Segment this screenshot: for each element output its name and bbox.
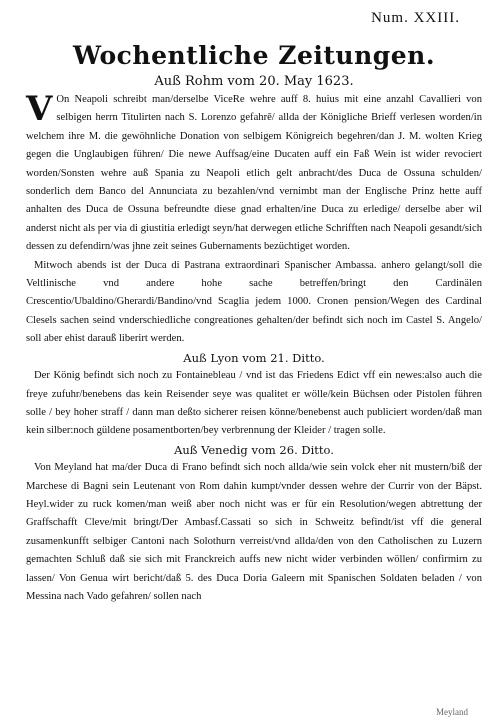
article-body [26,91,482,606]
paragraph-rome-1 [26,91,482,257]
issue-number: Num. XXIII. [371,10,460,26]
dateline-venice: Auß Venedig vom 26. Ditto. [174,442,334,457]
paragraph-text: On Neapoli schreibt man/derselbe ViceRe wehre auff 8. huius mit eine anzahl Cavallieri von selbigen herrn Titulirten nach S. Lorenzo gefahrē/ allda der Königliche Brieff verlesen worden/in welchem ihre M. die gewöhnliche Donation von selbigem Königreich begehren/dan J. M. wolten Krieg gegen die Unglaubigen führen/ Die newe Auffsag/eine Ducaten auff ein Faß Wein ist wider revociert worden/Sonsten wehre auß Spania zu Neapoli etlich gelt anbracht/des Duca de Ossuna schulden/ sonderlich dem Banco del Annunciata zu bezahlen/vnd vernimbt man der Englische Prinz hette auff anhalten des Duca de Ossuna befreundte diese gnad erhalten/ine Duca zu erledige/ derselbe aber wil anderst nicht als per via di giustitia erledigt seyn/hat derwegen etliche Schrifften nach Neapoli gesandt/sich dessen zu defendirn/was jhne zeit seines Gubernaments bezüchtiget worden. [26,94,482,253]
dateline-lyon: Auß Lyon vom 21. Ditto. [183,350,325,365]
dateline-rome: Auß Rohm vom 20. May 1623. [154,74,354,89]
page-title: Wochentliche Zeitungen. [72,41,436,70]
paragraph-lyon: Der König befindt sich noch zu Fontainebleau / vnd ist das Friedens Edict vff ein newes:also auch die freye zufuhr/benebens das kein Reisender seye was qualitet er wölle/kein Büchsen oder Pistolen führen solle / bey hoher straff / dann man deßto sicherer reisen könne/benebenst auch publiciert worden/daß man kein silber:noch güldene posamentborten/bey verbrennung der Kleider / tragen solle. [26,370,482,437]
catchword: Meyland [436,707,468,717]
paragraph-venice: Von Meyland hat ma/der Duca di Frano befindt sich noch allda/wie sein volck eher nit mustern/biß der Marchese di Bagni sein Leutenant von Rom dahin kumpt/vnder dessen wehre der Currir von der Bäpst. Heyl.wider zu ruck komen/man weiß aber noch nicht was er für ein Resolution/wegen abtrettung der Graffschafft Cleve/mit bringt/Der Ambasf.Cassati so sich in Schweitz befindt/ist vff die general zusamenkunfft selbiger Cantoni nach Solothurn verreist/vnd allda/den von den Catholischen zu Luzern gemachten Schluß daß sie sich mit Franckreich auffs new nicht wider verbinden wöllen/ confirmirn zu lassen/ Von Genua wirt bericht/daß 5. des Duca Doria Galeern mit Spanischen Soldaten beladen / von Messina nach Vado gefahren/ sollen nach [26,462,482,602]
paragraph-rome-2: Mitwoch abends ist der Duca di Pastrana extraordinari Spanischer Ambassa. anhero gelangt/soll die Veltlinische vnd andere hohe sache betreffen/bringt den Cardinälen Crescentio/Ubaldino/Gherardi/Bandino/vnd Scaglia jedem 1000. Cronen pension/Wegen des Cardinal Clesels sachen seind vnderschiedliche congreationes gehalten/der befindt sich noch im Castel S. Angelo/ soll aber ehist darauß liberirt werden. [26,259,482,345]
drop-cap: V [26,89,53,129]
